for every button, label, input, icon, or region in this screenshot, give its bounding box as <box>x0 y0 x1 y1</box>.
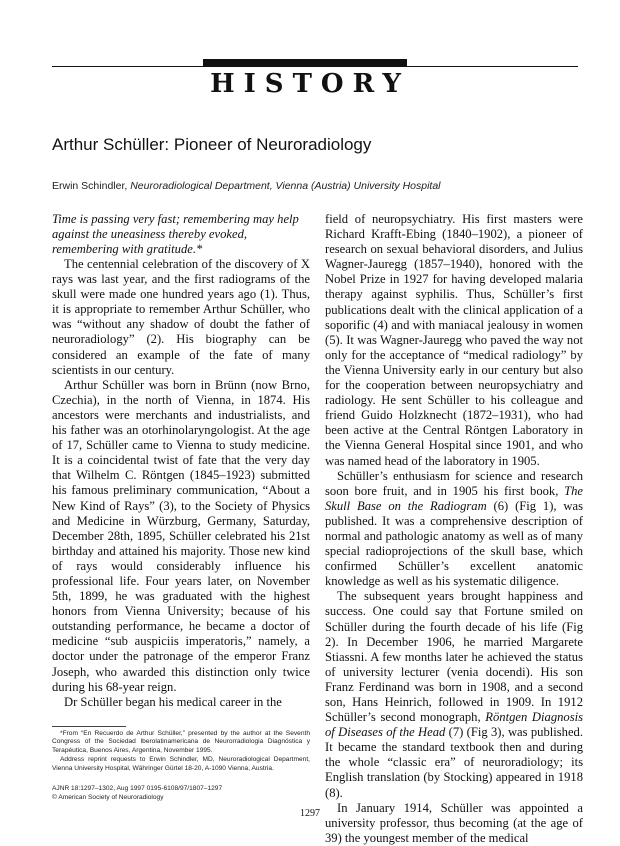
byline <box>52 180 441 192</box>
paragraph: In January 1914, Schüller was appointed a university professor, thus becoming (at the age of 39) the youngest member of the medical <box>325 800 583 845</box>
paragraph: Arthur Schüller was born in Brünn (now Brno, Czechia), in the north of Vienna, in 1874. His ancestors were merchants and industrialists, and his father was an otorhinolaryngologist. At the age of 17, Schüller came to Vienna to study medicine. It is a coincidental twist of fate that the very day that Wilhelm C. Röntgen (1845–1923) submitted his famous preliminary communication, “About a New Kind of Rays” (3), to the Society of Physics and Medicine in Würzburg, Germany, Saturday, December 28th, 1895, Schüller celebrated his 21st birthday and attained his majority. Those new kind of rays would considerably influence his professional life. Four years later, on November 5th, 1899, he was graduated with the highest honors from Vienna University; because of his outstanding performance, he became a doctor of medicine “sub auspiciis imperatoris,” namely, a doctor under the patronage of the emperor Franz Joseph, who awarded this distinction only twice during his 68-year reign. <box>52 377 310 694</box>
journal-citation <box>52 784 310 802</box>
copyright-line: © American Society of Neuroradiology <box>52 794 164 801</box>
page-number: 1297 <box>300 808 320 819</box>
footnote-rule <box>52 726 126 727</box>
author-affiliation: Neuroradiological Department, Vienna (Austria) University Hospital <box>130 180 441 192</box>
paragraph: Schüller’s enthusiasm for science and research soon bore fruit, and in 1905 his first book, The Skull Base on the Radiogram (6) (Fig 1), was published. It was a comprehensive description of normal and pathologic anatomy as well as of many special radioprojections of the skull base, which confirmed Schüller’s excellent anatomic knowledge as well as his systematic diligence. <box>325 468 583 589</box>
footnote: *From “En Recuerdo de Arthur Schüller,” presented by the author at the Seventh Congress of the Sociedad Iberolatinamericana de Neurorradiologia Diagnóstica y Terapéutica, Buenos Aires, Argentina, November 1995. <box>52 730 310 754</box>
footnote: Address reprint requests to Erwin Schindler, MD, Neuroradiological Department, Vienna University Hospital, Währinger Gürtel 18-20, A-1090 Vienna, Austria. <box>52 756 310 772</box>
book-title: Röntgen Diagnosis of Diseases of the Head <box>325 710 584 740</box>
author-name: Erwin Schindler, <box>52 180 128 192</box>
book-title: The Skull Base on the Radiogram <box>325 483 583 513</box>
left-column <box>52 212 310 710</box>
paragraph: The subsequent years brought happiness and success. One could say that Fortune smiled on Schüller during the fourth decade of his life (Fig 2). In December 1906, he married Margarete Stiassni. A few months later he achieved the status of university lecturer (venia docendi). His son Franz Ferdinand was born in 1908, and a second son, Hans Heinrich, followed in 1909. In 1912 Schüller’s second monograph, Röntgen Diagnosis of Diseases of the Head (7) (Fig 3), was published. It became the standard textbook then and during the whole “classic era” of neuroradiology; its English translation (by Stocking) appeared in 1918 (8). <box>325 589 584 800</box>
citation-line: AJNR 18:1297–1302, Aug 1997 0195-6108/97/1807–1297 <box>52 785 223 792</box>
article-title: Arthur Schüller: Pioneer of Neuroradiology <box>52 135 372 154</box>
paragraph: The centennial celebration of the discovery of X rays was last year, and the first radiograms of the skull were made one hundred years ago (1). Thus, it is appropriate to remember Arthur Schüller, who was “without any shadow of doubt the father of neuroradiology” (2). His biography can be considered an example of the fate of many scientists in our century. <box>52 257 310 377</box>
footnotes <box>52 726 310 774</box>
paragraph: field of neuropsychiatry. His first masters were Richard Krafft-Ebing (1840–1902), a pioneer of research on sexual behavioral disorders, and Julius Wagner-Jauregg (1857–1940), honored with the Nobel Prize in 1927 for having developed malaria therapy against syphilis. Thus, Schüller’s first publications dealt with the clinical application of a soporific (4) and with maniacal jealousy in women (5). It was Wagner-Jauregg who paved the way not only for the acceptance of “medical radiology” by the Vienna University early in our century but also for the cooperation between neuropsychiatry and radiology. He sent Schüller to his colleague and friend Guido Holzknecht (1872–1931), who had been active at the Central Röntgen Laboratory in the Vienna General Hospital since 1901, and who was named head of the laboratory in 1905. <box>325 212 583 468</box>
right-column <box>325 212 583 846</box>
epigraph: Time is passing very fast; remembering may help against the uneasiness thereby evoked, remembering with gratitude.* <box>52 212 299 256</box>
header-rule <box>52 66 578 67</box>
section-label: HISTORY <box>210 69 410 99</box>
paragraph: Dr Schüller began his medical career in the <box>64 694 282 709</box>
